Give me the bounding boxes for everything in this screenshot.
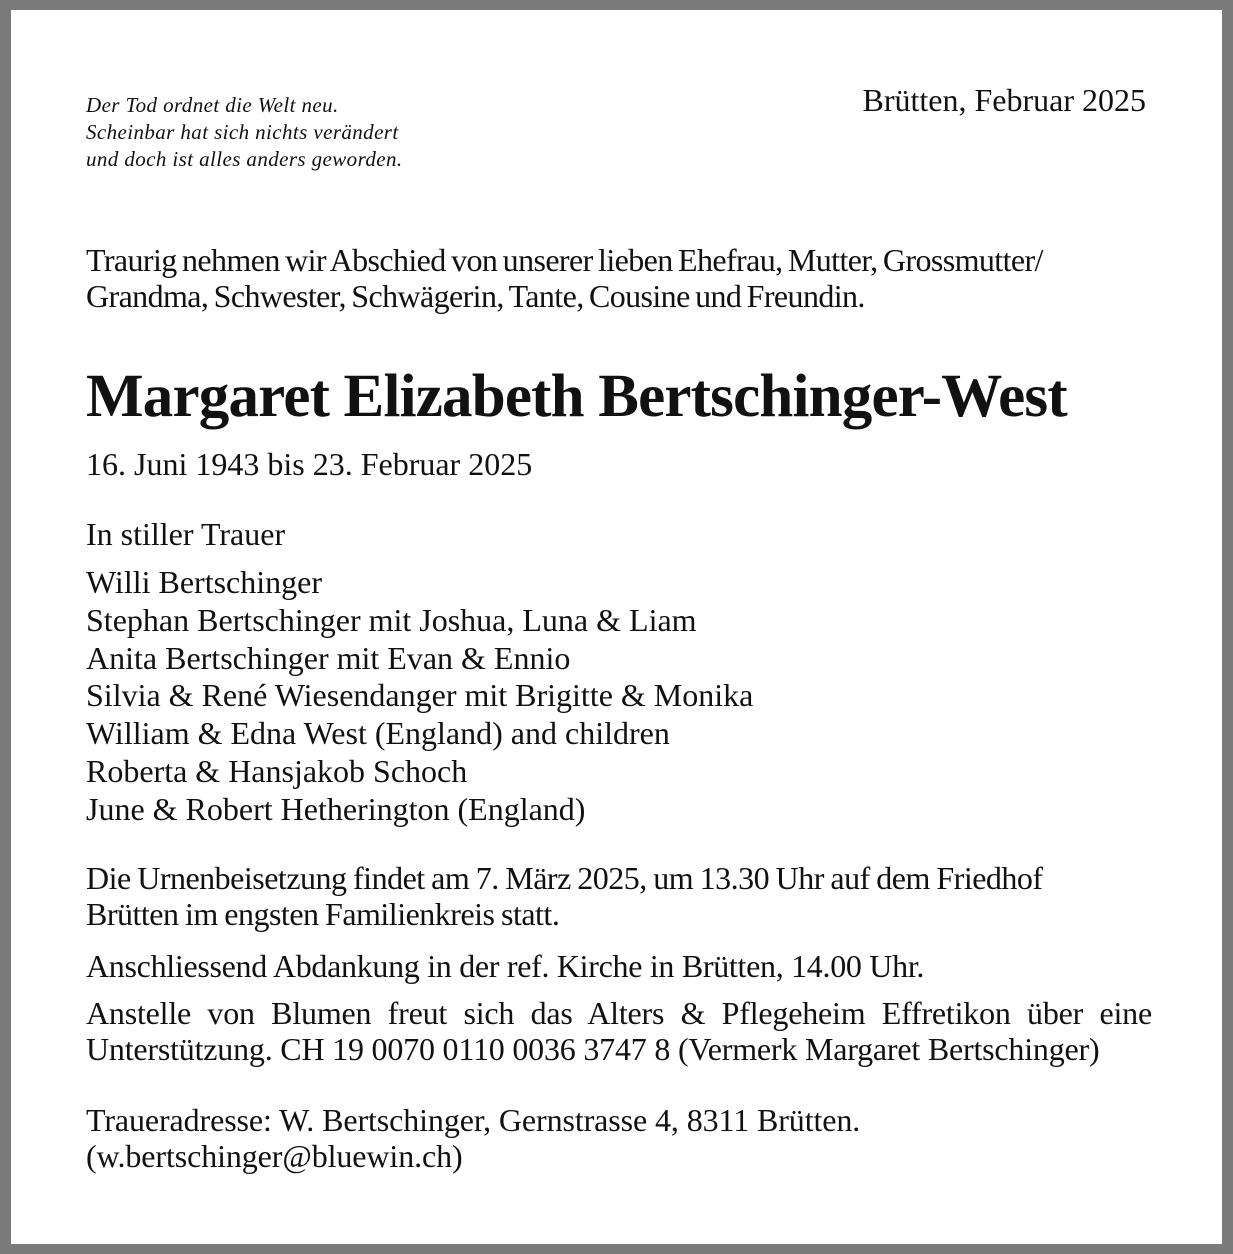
mourner-entry: Stephan Bertschinger mit Joshua, Luna & Liam bbox=[86, 601, 697, 638]
address-line: Traueradresse: W. Bertschinger, Gernstrasse 4, 8311 Brütten. bbox=[86, 1102, 861, 1138]
intro-text bbox=[86, 242, 1152, 314]
motto-line: Scheinbar hat sich nichts verändert bbox=[86, 120, 399, 144]
urn-burial-line: Brütten im engsten Familienkreis statt. bbox=[86, 896, 560, 932]
motto-quote bbox=[86, 92, 403, 173]
donation-line: Unterstützung. CH 19 0070 0110 0036 3747 8 (Vermerk Margaret Bertschinger) bbox=[86, 1031, 1100, 1067]
deceased-name: Margaret Elizabeth Bertschinger-West bbox=[86, 363, 1067, 430]
email-line: (w.bertschinger@bluewin.ch) bbox=[86, 1138, 463, 1174]
mourners-list bbox=[86, 564, 753, 829]
intro-line: Traurig nehmen wir Abschied von unserer lieben Ehefrau, Mutter, Grossmutter/ bbox=[86, 242, 1043, 278]
memorial-service-line: Anschliessend Abdankung in der ref. Kirche in Brütten, 14.00 Uhr. bbox=[86, 948, 925, 984]
urn-burial-line: Die Urnenbeisetzung findet am 7. März 2025, um 13.30 Uhr auf dem Friedhof bbox=[86, 860, 1043, 896]
mourner-entry: Roberta & Hansjakob Schoch bbox=[86, 752, 468, 789]
intro-line: Grandma, Schwester, Schwägerin, Tante, Cousine und Freundin. bbox=[86, 278, 865, 314]
mourner-entry: June & Robert Hetherington (England) bbox=[86, 790, 586, 827]
obituary-page bbox=[11, 10, 1222, 1244]
mourner-entry: William & Edna West (England) and children bbox=[86, 715, 670, 752]
donation-info bbox=[86, 995, 1152, 1067]
donation-line: Anstelle von Blumen freut sich das Alters & Pflegeheim Effretikon über eine bbox=[86, 995, 1152, 1031]
place-date: Brütten, Februar 2025 bbox=[862, 82, 1146, 118]
motto-line: und doch ist alles anders geworden. bbox=[86, 147, 403, 171]
memorial-service-info bbox=[86, 948, 1152, 984]
motto-line: Der Tod ordnet die Welt neu. bbox=[86, 93, 339, 117]
mourning-address bbox=[86, 1102, 1152, 1174]
mourner-entry: Silvia & René Wiesendanger mit Brigitte & Monika bbox=[86, 677, 754, 714]
mourner-entry: Willi Bertschinger bbox=[86, 564, 322, 600]
mourner-entry: Anita Bertschinger mit Evan & Ennio bbox=[86, 639, 571, 676]
life-dates: 16. Juni 1943 bis 23. Februar 2025 bbox=[86, 446, 533, 482]
urn-burial-info bbox=[86, 860, 1152, 932]
mourning-heading: In stiller Trauer bbox=[86, 516, 286, 552]
